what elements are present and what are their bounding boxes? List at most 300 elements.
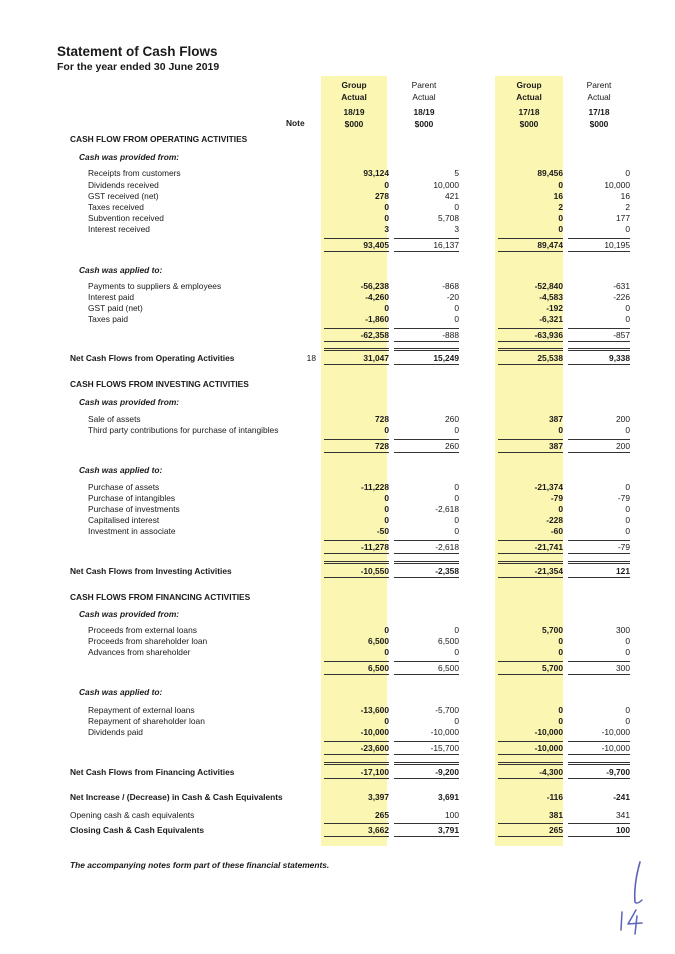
cell-value: 0 [625, 314, 630, 324]
cell-value: 0 [384, 515, 389, 525]
rule-line [394, 563, 459, 564]
rule-line [324, 439, 389, 440]
cell-value: 100 [445, 810, 459, 820]
column-header-3-line4: $000 [519, 119, 539, 129]
rule-line [498, 823, 563, 824]
row-label: CASH FLOWS FROM FINANCING ACTIVITIES [70, 592, 251, 602]
rule-line [394, 341, 459, 342]
cell-value: 0 [384, 213, 389, 223]
cell-value: 3,662 [368, 825, 389, 835]
total-row [0, 824, 675, 836]
cell-value: -9,700 [606, 767, 630, 777]
cell-value: 0 [625, 705, 630, 715]
cell-value: 0 [625, 425, 630, 435]
row-label: CASH FLOW FROM OPERATING ACTIVITIES [70, 134, 248, 144]
rule-line [324, 762, 389, 763]
row-note: 18 [306, 353, 316, 363]
subsection-heading [0, 151, 675, 163]
cell-value: 0 [625, 504, 630, 514]
rule-line [324, 778, 389, 779]
rule-line [394, 577, 459, 578]
cell-value: -79 [550, 493, 563, 503]
rule-line [498, 540, 563, 541]
rule-line [324, 577, 389, 578]
rule-line [568, 350, 630, 351]
cell-value: 10,000 [604, 180, 630, 190]
row-label: Net Increase / (Decrease) in Cash & Cash Equivalents [70, 792, 283, 802]
rule-line [498, 238, 563, 239]
rule-line [394, 762, 459, 763]
note-column-header: Note [286, 118, 305, 128]
subtotal-row [0, 329, 675, 341]
cell-value: 121 [616, 566, 630, 576]
column-header-4-line1: Parent [586, 80, 612, 90]
cell-value: 265 [549, 825, 563, 835]
row-label: Cash was applied to: [79, 265, 163, 275]
cell-value: -62,358 [360, 330, 389, 340]
subsection-heading [0, 686, 675, 698]
cell-value: -10,000 [534, 743, 563, 753]
rule-line [498, 778, 563, 779]
cell-value: -10,000 [534, 727, 563, 737]
row-label: Capitalised interest [88, 515, 160, 525]
cell-value: 16 [553, 191, 563, 201]
rule-line [498, 764, 563, 765]
rule-line [498, 741, 563, 742]
cell-value: 0 [384, 504, 389, 514]
rule-line [324, 364, 389, 365]
rule-line [324, 661, 389, 662]
row-label: Payments to suppliers & employees [88, 281, 222, 291]
rule-line [568, 563, 630, 564]
cell-value: -17,100 [360, 767, 389, 777]
cell-value: -631 [613, 281, 630, 291]
rule-line [568, 328, 630, 329]
cell-value: 728 [375, 441, 389, 451]
row-label: Proceeds from external loans [88, 625, 197, 635]
rule-line [324, 764, 389, 765]
cell-value: 0 [454, 303, 459, 313]
page-subtitle: For the year ended 30 June 2019 [57, 61, 220, 73]
cell-value: -23,600 [360, 743, 389, 753]
total-row [0, 766, 675, 778]
rule-line [568, 674, 630, 675]
cell-value: 0 [454, 314, 459, 324]
row-label: Opening cash & cash equivalents [70, 810, 195, 820]
cell-value: 728 [375, 414, 389, 424]
cell-value: 93,405 [363, 240, 389, 250]
rule-line [324, 328, 389, 329]
rule-line [568, 251, 630, 252]
cell-value: 5,708 [438, 213, 459, 223]
column-header-2-line3: 18/19 [413, 107, 435, 117]
row-label: Cash was provided from: [79, 397, 180, 407]
rule-line [568, 561, 630, 562]
rule-line [568, 762, 630, 763]
row-label: Purchase of assets [88, 482, 160, 492]
cell-value: 31,047 [363, 353, 389, 363]
cell-value: -857 [613, 330, 630, 340]
row-label: Interest paid [88, 292, 135, 302]
rule-line [498, 836, 563, 837]
cell-value: 0 [454, 425, 459, 435]
rule-line [394, 661, 459, 662]
subtotal-row [0, 742, 675, 754]
rule-line [498, 577, 563, 578]
row-label: Net Cash Flows from Investing Activities [70, 566, 232, 576]
row-label: Taxes paid [88, 314, 129, 324]
cell-value: 300 [616, 625, 630, 635]
rule-line [394, 741, 459, 742]
row-label: Investment in associate [88, 526, 176, 536]
cell-value: 0 [454, 647, 459, 657]
rule-line [394, 439, 459, 440]
cell-value: 0 [384, 303, 389, 313]
cell-value: -79 [617, 542, 630, 552]
cell-value: 2 [625, 202, 630, 212]
cell-value: 89,456 [537, 168, 563, 178]
rule-line [498, 754, 563, 755]
rule-line [568, 836, 630, 837]
row-label: Closing Cash & Cash Equivalents [70, 825, 205, 835]
rule-line [394, 251, 459, 252]
cell-value: 3,397 [368, 792, 389, 802]
rule-line [568, 238, 630, 239]
cell-value: 387 [549, 441, 563, 451]
rule-line [498, 563, 563, 564]
section-heading [0, 133, 675, 145]
cell-value: -21,374 [534, 482, 563, 492]
cell-value: -2,618 [435, 542, 459, 552]
cell-value: 6,500 [368, 663, 389, 673]
column-header-2-line4: $000 [414, 119, 434, 129]
cell-value: 15,249 [433, 353, 459, 363]
cell-value: 0 [558, 636, 563, 646]
cell-value: -868 [442, 281, 459, 291]
column-header-1-line1: Group [341, 80, 367, 90]
row-label: Advances from shareholder [88, 647, 191, 657]
rule-line [394, 328, 459, 329]
cell-value: 3,791 [438, 825, 459, 835]
cell-value: 0 [558, 716, 563, 726]
cell-value: 3 [454, 224, 459, 234]
cell-value: 0 [384, 647, 389, 657]
cell-value: 278 [375, 191, 389, 201]
total-row [0, 565, 675, 577]
cell-value: 0 [454, 482, 459, 492]
cell-value: -4,583 [539, 292, 563, 302]
table-row [0, 525, 675, 537]
cell-value: -60 [550, 526, 563, 536]
cell-value: 0 [384, 425, 389, 435]
rule-line [498, 348, 563, 349]
rule-line [394, 348, 459, 349]
rule-line [568, 823, 630, 824]
cell-value: 0 [384, 493, 389, 503]
cell-value: -20 [446, 292, 459, 302]
cell-value: 0 [625, 515, 630, 525]
rule-line [498, 364, 563, 365]
column-header-4-line2: Actual [587, 92, 611, 102]
rule-line [498, 661, 563, 662]
rule-line [498, 328, 563, 329]
rule-line [498, 561, 563, 562]
rule-line [324, 341, 389, 342]
row-label: Interest received [88, 224, 150, 234]
cell-value: -1,860 [365, 314, 389, 324]
rule-line [568, 754, 630, 755]
cell-value: 300 [616, 663, 630, 673]
subtotal-row [0, 662, 675, 674]
rule-line [394, 364, 459, 365]
row-label: Cash was provided from: [79, 609, 180, 619]
section-heading [0, 591, 675, 603]
rule-line [394, 823, 459, 824]
rule-line [394, 452, 459, 453]
footer-note: The accompanying notes form part of these financial statements. [70, 860, 330, 870]
row-label: Cash was applied to: [79, 687, 163, 697]
cell-value: -2,358 [435, 566, 459, 576]
column-header-3-line3: 17/18 [518, 107, 540, 117]
cell-value: -10,000 [430, 727, 459, 737]
page-title: Statement of Cash Flows [57, 44, 218, 59]
rule-line [394, 674, 459, 675]
cell-value: -52,840 [534, 281, 563, 291]
rule-line [498, 452, 563, 453]
rule-line [324, 348, 389, 349]
rule-line [324, 836, 389, 837]
rule-line [498, 341, 563, 342]
rule-line [324, 674, 389, 675]
cell-value: -192 [546, 303, 563, 313]
cell-value: 0 [625, 647, 630, 657]
row-label: Subvention received [88, 213, 164, 223]
cell-value: -5,700 [435, 705, 459, 715]
rule-line [498, 251, 563, 252]
table-row [0, 223, 675, 235]
rule-line [324, 452, 389, 453]
rule-line [394, 238, 459, 239]
cell-value: 0 [558, 213, 563, 223]
subsection-heading [0, 264, 675, 276]
cell-value: 0 [625, 168, 630, 178]
row-label: Dividends received [88, 180, 159, 190]
cell-value: -10,000 [360, 727, 389, 737]
cell-value: 3 [384, 224, 389, 234]
cell-value: 2 [558, 202, 563, 212]
rule-line [324, 553, 389, 554]
cell-value: 0 [454, 625, 459, 635]
cell-value: -9,200 [435, 767, 459, 777]
rule-line [324, 754, 389, 755]
cell-value: 341 [616, 810, 630, 820]
cell-value: -10,000 [601, 743, 630, 753]
section-heading [0, 378, 675, 390]
cell-value: 6,500 [438, 636, 459, 646]
cell-value: 3,691 [438, 792, 459, 802]
subsection-heading [0, 608, 675, 620]
cell-value: 177 [616, 213, 630, 223]
cell-value: 0 [625, 526, 630, 536]
row-label: Sale of assets [88, 414, 141, 424]
cell-value: -888 [442, 330, 459, 340]
rule-line [498, 350, 563, 351]
row-label: Purchase of investments [88, 504, 180, 514]
cell-value: -116 [546, 792, 563, 802]
cell-value: -2,618 [435, 504, 459, 514]
row-label: Taxes received [88, 202, 144, 212]
column-header-4-line4: $000 [589, 119, 609, 129]
cell-value: 0 [384, 625, 389, 635]
rule-line [568, 661, 630, 662]
cell-value: -56,238 [360, 281, 389, 291]
cell-value: 5,700 [542, 663, 563, 673]
rule-line [498, 674, 563, 675]
handwritten-page-number [612, 856, 652, 936]
cell-value: 0 [625, 716, 630, 726]
rule-line [324, 350, 389, 351]
row-label: CASH FLOWS FROM INVESTING ACTIVITIES [70, 379, 249, 389]
cell-value: 200 [616, 441, 630, 451]
row-label: Cash was provided from: [79, 152, 180, 162]
rule-line [498, 762, 563, 763]
rule-line [568, 348, 630, 349]
cell-value: -15,700 [430, 743, 459, 753]
column-header-1-line3: 18/19 [343, 107, 365, 117]
column-header-1-line2: Actual [341, 92, 367, 102]
rule-line [394, 561, 459, 562]
table-row [0, 809, 675, 821]
cell-value: 5 [454, 168, 459, 178]
cell-value: 6,500 [368, 636, 389, 646]
cell-value: 0 [454, 716, 459, 726]
rule-line [568, 553, 630, 554]
cell-value: 0 [558, 180, 563, 190]
row-label: Net Cash Flows from Operating Activities [70, 353, 235, 363]
rule-line [324, 823, 389, 824]
cell-value: 16 [620, 191, 630, 201]
cell-value: -79 [617, 493, 630, 503]
cell-value: 0 [454, 493, 459, 503]
cell-value: 0 [558, 647, 563, 657]
cell-value: 0 [625, 224, 630, 234]
cell-value: 0 [454, 515, 459, 525]
rule-line [568, 452, 630, 453]
cell-value: 0 [558, 705, 563, 715]
cell-value: 100 [616, 825, 630, 835]
rule-line [394, 836, 459, 837]
table-row [0, 646, 675, 658]
rule-line [394, 754, 459, 755]
table-row [0, 726, 675, 738]
rule-line [568, 741, 630, 742]
cell-value: -11,228 [361, 482, 389, 492]
cell-value: -13,600 [360, 705, 389, 715]
row-label: Receipts from customers [88, 168, 181, 178]
rule-line [568, 364, 630, 365]
cell-value: -50 [376, 526, 389, 536]
cell-value: -4,260 [365, 292, 389, 302]
cell-value: -63,936 [534, 330, 563, 340]
table-row [0, 424, 675, 436]
row-label: Net Cash Flows from Financing Activities [70, 767, 235, 777]
rule-line [324, 540, 389, 541]
rule-line [324, 251, 389, 252]
column-header-3-line1: Group [516, 80, 542, 90]
cell-value: -226 [613, 292, 630, 302]
cell-value: 260 [445, 414, 459, 424]
rule-line [324, 563, 389, 564]
rule-line [394, 553, 459, 554]
cell-value: -10,550 [360, 566, 389, 576]
cell-value: 10,000 [433, 180, 459, 190]
cell-value: 89,474 [537, 240, 563, 250]
subtotal-row [0, 239, 675, 251]
cell-value: -10,000 [601, 727, 630, 737]
cell-value: 10,195 [604, 240, 630, 250]
cell-value: 93,124 [363, 168, 389, 178]
subtotal-row [0, 541, 675, 553]
cell-value: 0 [625, 303, 630, 313]
cell-value: 25,538 [537, 353, 563, 363]
cell-value: 5,700 [542, 625, 563, 635]
row-label: Repayment of external loans [88, 705, 195, 715]
cell-value: 0 [558, 504, 563, 514]
table-row [0, 313, 675, 325]
column-header-3-line2: Actual [516, 92, 542, 102]
row-label: GST paid (net) [88, 303, 143, 313]
total-row [0, 791, 675, 803]
rule-line [394, 350, 459, 351]
column-header-1-line4: $000 [344, 119, 364, 129]
row-label: Cash was applied to: [79, 465, 163, 475]
cell-value: 0 [625, 636, 630, 646]
cell-value: 387 [549, 414, 563, 424]
rule-line [568, 778, 630, 779]
cell-value: 6,500 [438, 663, 459, 673]
row-label: Dividends paid [88, 727, 143, 737]
cell-value: -11,278 [361, 542, 389, 552]
rule-line [568, 439, 630, 440]
row-label: Proceeds from shareholder loan [88, 636, 208, 646]
subsection-heading [0, 396, 675, 408]
total-row [0, 352, 675, 364]
subsection-heading [0, 464, 675, 476]
cell-value: 381 [549, 810, 563, 820]
cell-value: 0 [558, 425, 563, 435]
rule-line [394, 764, 459, 765]
column-header-4-line3: 17/18 [588, 107, 610, 117]
cell-value: -21,741 [534, 542, 563, 552]
column-header-2-line1: Parent [411, 80, 437, 90]
cell-value: -241 [613, 792, 630, 802]
rule-line [498, 553, 563, 554]
cell-value: 0 [384, 716, 389, 726]
cell-value: -4,300 [539, 767, 563, 777]
rule-line [324, 741, 389, 742]
rule-line [568, 577, 630, 578]
table-row [0, 167, 675, 179]
cell-value: 0 [454, 526, 459, 536]
cell-value: 260 [445, 441, 459, 451]
cell-value: 0 [384, 180, 389, 190]
cell-value: 0 [558, 224, 563, 234]
rule-line [568, 341, 630, 342]
rule-line [568, 764, 630, 765]
cell-value: 421 [445, 191, 459, 201]
cell-value: 265 [375, 810, 389, 820]
rule-line [568, 540, 630, 541]
